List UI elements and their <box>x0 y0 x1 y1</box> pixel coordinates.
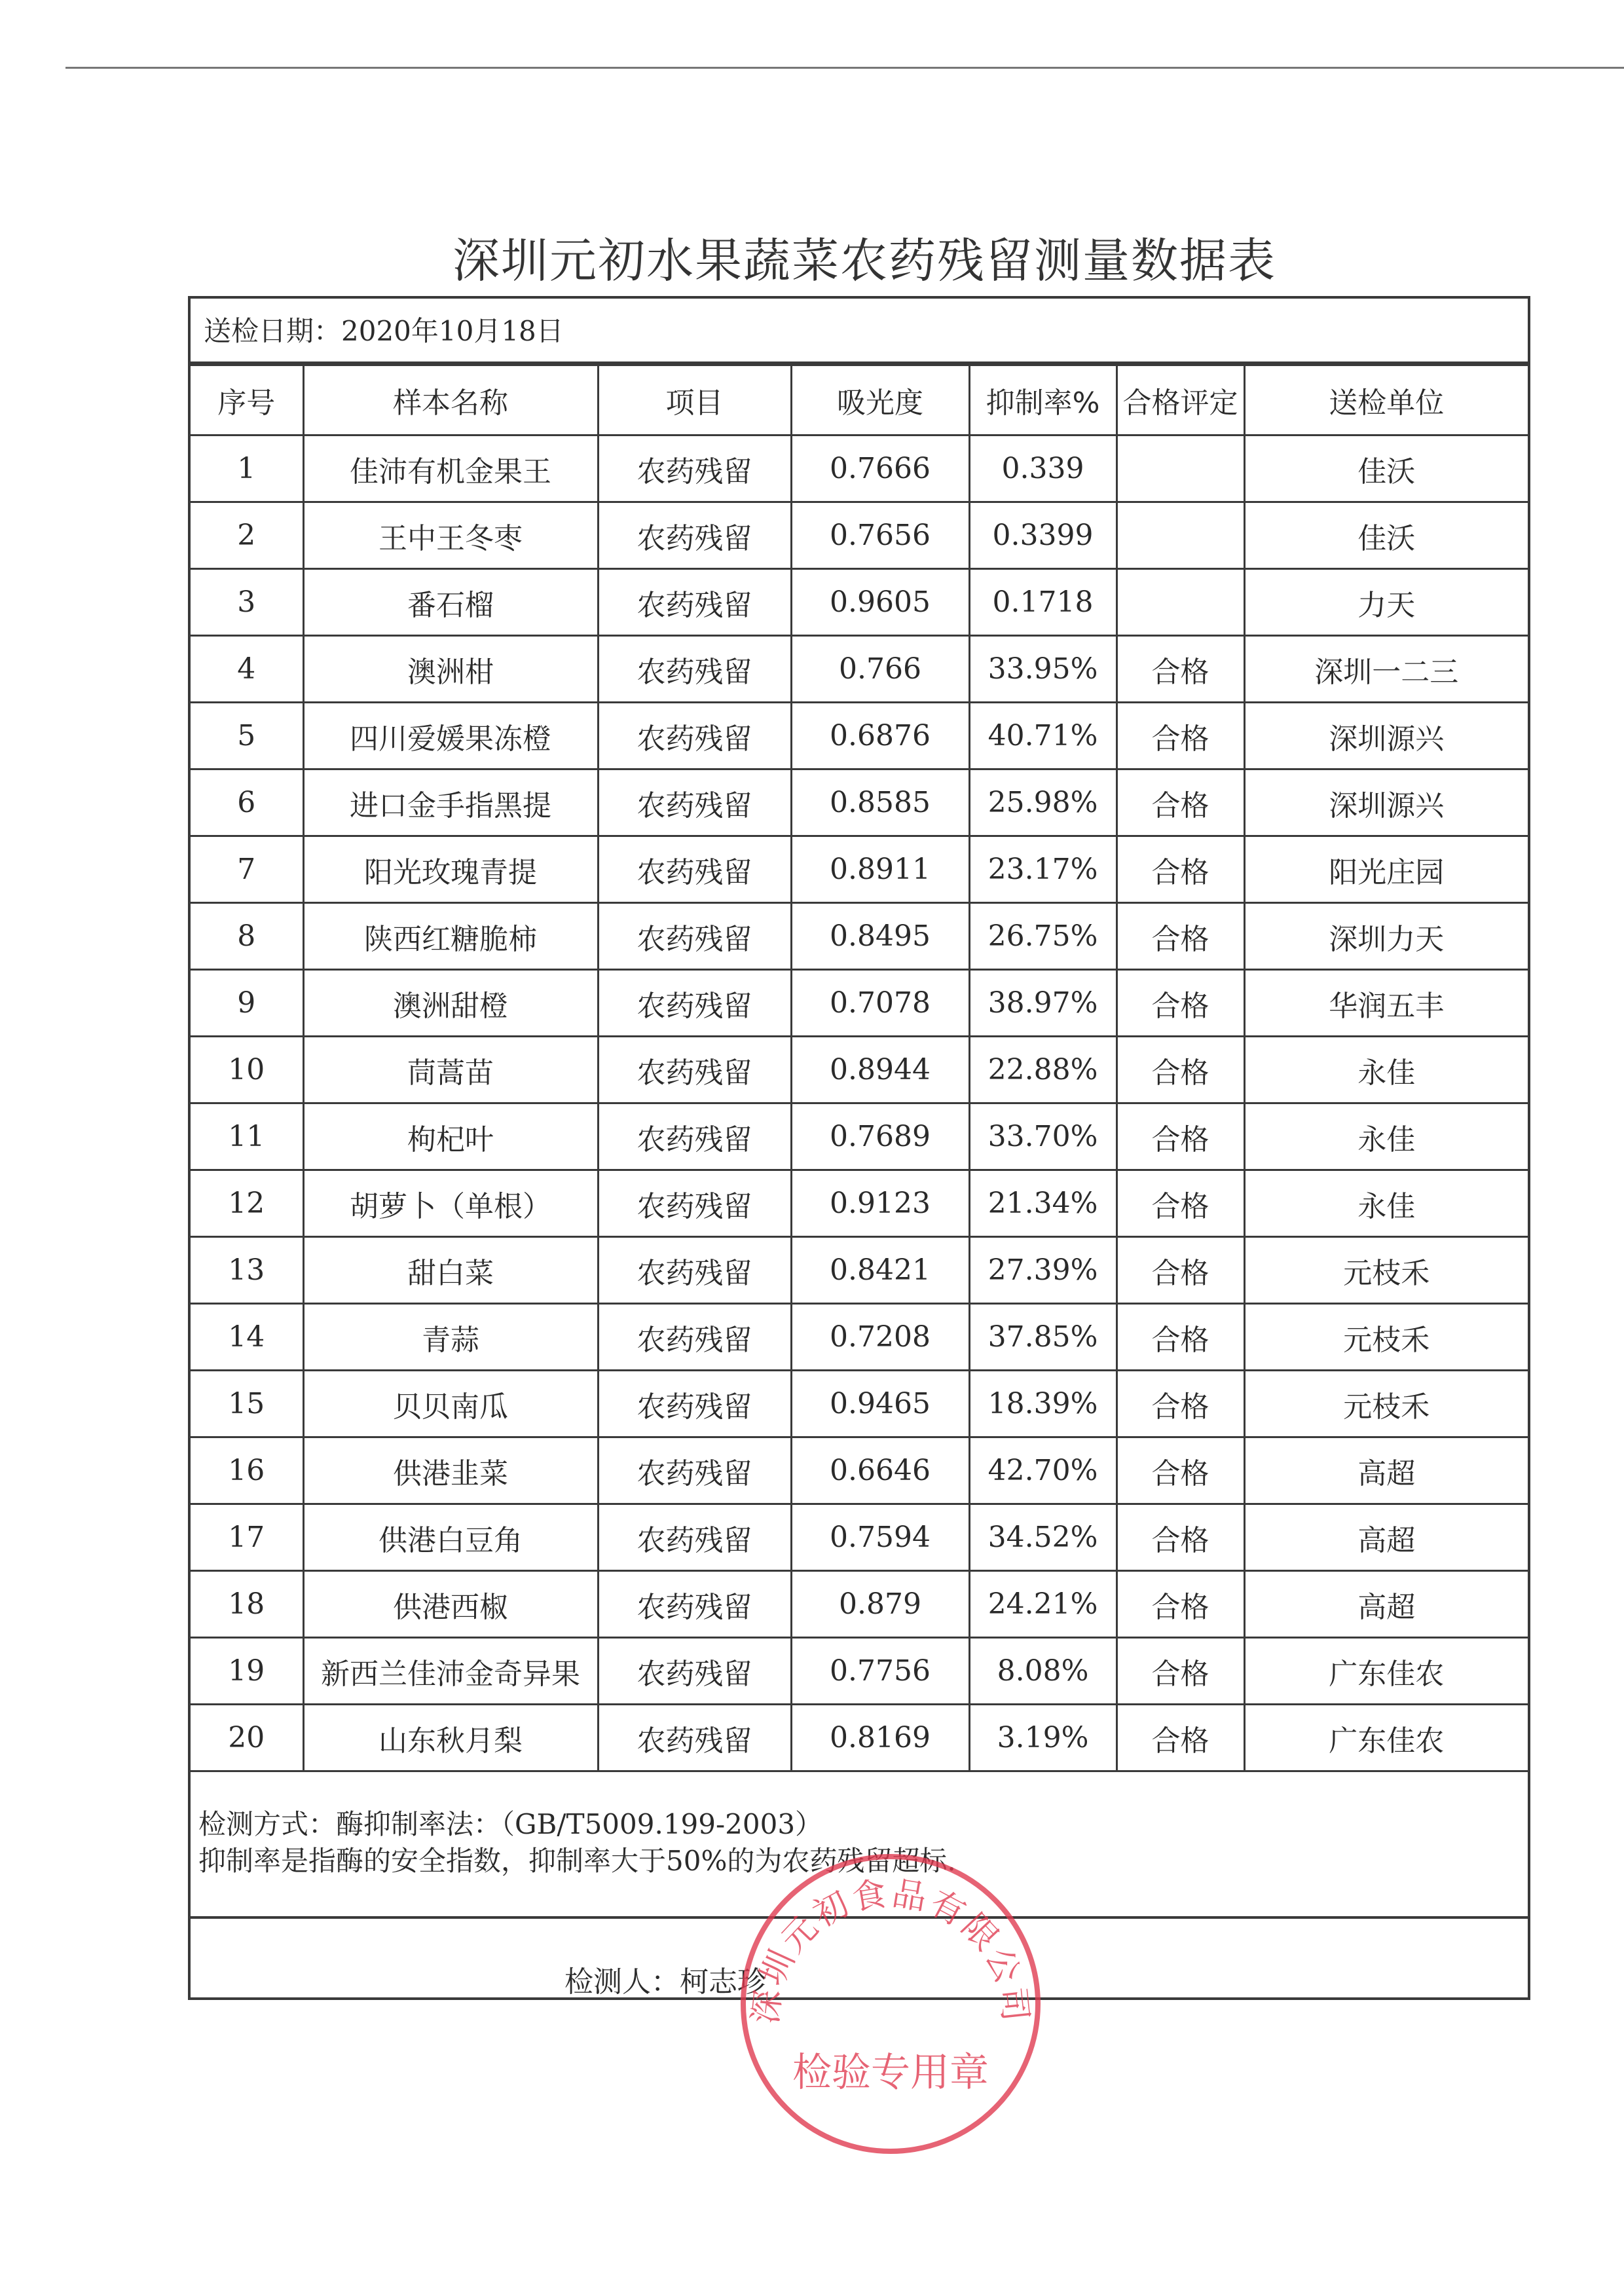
inhibition-rate: 25.98% <box>969 769 1116 836</box>
page-title: 深圳元初水果蔬菜农药残留测量数据表 <box>452 233 1276 288</box>
inhibition-rate: 33.95% <box>969 636 1116 703</box>
table-header-row <box>191 365 1528 435</box>
evaluation: 合格 <box>1116 1504 1244 1571</box>
inhibition-rate: 8.08% <box>969 1638 1116 1705</box>
table-row <box>191 1638 1528 1705</box>
evaluation: 合格 <box>1116 1705 1244 1771</box>
sample-name: 澳洲甜橙 <box>303 970 598 1037</box>
test-item: 农药残留 <box>598 569 791 636</box>
inhibition-rate: 22.88% <box>969 1037 1116 1103</box>
sample-name: 贝贝南瓜 <box>303 1371 598 1437</box>
sample-name: 陕西红糖脆柿 <box>303 903 598 970</box>
sample-name: 新西兰佳沛金奇异果 <box>303 1638 598 1705</box>
inhibition-rate: 42.70% <box>969 1437 1116 1504</box>
submitting-unit: 深圳源兴 <box>1244 769 1528 836</box>
absorbance-value: 0.7594 <box>791 1504 969 1571</box>
test-item: 农药残留 <box>598 1371 791 1437</box>
absorbance-value: 0.8911 <box>791 836 969 903</box>
test-item: 农药残留 <box>598 1571 791 1638</box>
inhibition-rate: 0.3399 <box>969 502 1116 569</box>
test-item: 农药残留 <box>598 703 791 769</box>
sample-name: 茼蒿苗 <box>303 1037 598 1103</box>
sample-name: 供港白豆角 <box>303 1504 598 1571</box>
evaluation: 合格 <box>1116 1037 1244 1103</box>
absorbance-value: 0.879 <box>791 1571 969 1638</box>
test-item: 农药残留 <box>598 1170 791 1237</box>
submitting-unit: 佳沃 <box>1244 435 1528 502</box>
evaluation: 合格 <box>1116 636 1244 703</box>
absorbance-value: 0.9465 <box>791 1371 969 1437</box>
table-row <box>191 1037 1528 1103</box>
test-item: 农药残留 <box>598 1504 791 1571</box>
row-no: 12 <box>191 1170 303 1237</box>
table-row <box>191 1237 1528 1304</box>
test-item: 农药残留 <box>598 1237 791 1304</box>
scan-edge-line <box>65 67 1624 69</box>
absorbance-value: 0.766 <box>791 636 969 703</box>
inhibition-rate: 33.70% <box>969 1103 1116 1170</box>
table-row <box>191 1571 1528 1638</box>
absorbance-value: 0.7656 <box>791 502 969 569</box>
sample-name: 澳洲柑 <box>303 636 598 703</box>
row-no: 15 <box>191 1371 303 1437</box>
explanation-note: 抑制率是指酶的安全指数，抑制率大于50%的为农药残留超标. <box>198 1845 956 1877</box>
header-inhibition-rate: 抑制率% <box>969 365 1116 435</box>
submitting-unit: 高超 <box>1244 1437 1528 1504</box>
submitting-unit: 深圳源兴 <box>1244 703 1528 769</box>
evaluation: 合格 <box>1116 1237 1244 1304</box>
absorbance-value: 0.8169 <box>791 1705 969 1771</box>
test-item: 农药残留 <box>598 1705 791 1771</box>
submitting-unit: 永佳 <box>1244 1037 1528 1103</box>
absorbance-value: 0.8585 <box>791 769 969 836</box>
test-item: 农药残留 <box>598 903 791 970</box>
submitting-unit: 深圳力天 <box>1244 903 1528 970</box>
table-row <box>191 1371 1528 1437</box>
row-no: 2 <box>191 502 303 569</box>
inhibition-rate: 23.17% <box>969 836 1116 903</box>
method-note: 检测方式：酶抑制率法：（GB/T5009.199-2003） <box>198 1808 823 1840</box>
test-item: 农药残留 <box>598 1304 791 1371</box>
sample-name: 进口金手指黑提 <box>303 769 598 836</box>
header-evaluation: 合格评定 <box>1116 365 1244 435</box>
test-item: 农药残留 <box>598 435 791 502</box>
table-row <box>191 836 1528 903</box>
submitting-unit: 深圳一二三 <box>1244 636 1528 703</box>
row-no: 1 <box>191 435 303 502</box>
row-no: 6 <box>191 769 303 836</box>
sample-name: 青蒜 <box>303 1304 598 1371</box>
inhibition-rate: 21.34% <box>969 1170 1116 1237</box>
inhibition-rate: 38.97% <box>969 970 1116 1037</box>
inhibition-rate: 27.39% <box>969 1237 1116 1304</box>
table-row <box>191 703 1528 769</box>
inspector-signature: 检测人：柯志珍 <box>564 1965 766 1999</box>
seal-ring-text: 深圳元初食品有限公司 <box>746 1874 1035 2026</box>
row-no: 5 <box>191 703 303 769</box>
inhibition-rate: 0.339 <box>969 435 1116 502</box>
sample-name: 番石榴 <box>303 569 598 636</box>
test-item: 农药残留 <box>598 970 791 1037</box>
inspection-seal <box>733 1847 1048 2161</box>
evaluation: 合格 <box>1116 970 1244 1037</box>
absorbance-value: 0.6646 <box>791 1437 969 1504</box>
submitting-unit: 华润五丰 <box>1244 970 1528 1037</box>
row-no: 20 <box>191 1705 303 1771</box>
absorbance-value: 0.7689 <box>791 1103 969 1170</box>
inhibition-rate: 34.52% <box>969 1504 1116 1571</box>
absorbance-value: 0.8495 <box>791 903 969 970</box>
submitting-unit: 高超 <box>1244 1504 1528 1571</box>
evaluation <box>1116 502 1244 569</box>
test-item: 农药残留 <box>598 1103 791 1170</box>
inhibition-rate: 24.21% <box>969 1571 1116 1638</box>
sample-name: 四川爱媛果冻橙 <box>303 703 598 769</box>
absorbance-value: 0.7666 <box>791 435 969 502</box>
sample-name: 胡萝卜（单根） <box>303 1170 598 1237</box>
test-item: 农药残留 <box>598 836 791 903</box>
sample-name: 枸杞叶 <box>303 1103 598 1170</box>
sample-name: 山东秋月梨 <box>303 1705 598 1771</box>
row-no: 11 <box>191 1103 303 1170</box>
test-item: 农药残留 <box>598 636 791 703</box>
absorbance-value: 0.6876 <box>791 703 969 769</box>
sample-name: 阳光玫瑰青提 <box>303 836 598 903</box>
table-row <box>191 1170 1528 1237</box>
row-no: 7 <box>191 836 303 903</box>
inhibition-rate: 3.19% <box>969 1705 1116 1771</box>
absorbance-value: 0.7756 <box>791 1638 969 1705</box>
absorbance-value: 0.8421 <box>791 1237 969 1304</box>
absorbance-value: 0.7078 <box>791 970 969 1037</box>
absorbance-value: 0.9123 <box>791 1170 969 1237</box>
table-row <box>191 636 1528 703</box>
evaluation: 合格 <box>1116 1304 1244 1371</box>
submitting-unit: 永佳 <box>1244 1170 1528 1237</box>
header-no: 序号 <box>191 365 303 435</box>
row-no: 10 <box>191 1037 303 1103</box>
table-row <box>191 569 1528 636</box>
row-no: 13 <box>191 1237 303 1304</box>
table-row <box>191 769 1528 836</box>
evaluation: 合格 <box>1116 1638 1244 1705</box>
header-submitting-unit: 送检单位 <box>1244 365 1528 435</box>
test-item: 农药残留 <box>598 1638 791 1705</box>
submitting-unit: 阳光庄园 <box>1244 836 1528 903</box>
absorbance-value: 0.9605 <box>791 569 969 636</box>
sample-name: 佳沛有机金果王 <box>303 435 598 502</box>
sample-name: 王中王冬枣 <box>303 502 598 569</box>
submitting-unit: 广东佳农 <box>1244 1705 1528 1771</box>
evaluation: 合格 <box>1116 836 1244 903</box>
evaluation: 合格 <box>1116 703 1244 769</box>
inhibition-rate: 40.71% <box>969 703 1116 769</box>
table-row <box>191 1705 1528 1771</box>
submitting-unit: 佳沃 <box>1244 502 1528 569</box>
absorbance-value: 0.8944 <box>791 1037 969 1103</box>
table-row <box>191 1504 1528 1571</box>
residue-table <box>191 364 1528 1772</box>
submitting-unit: 元枝禾 <box>1244 1371 1528 1437</box>
absorbance-value: 0.7208 <box>791 1304 969 1371</box>
row-no: 3 <box>191 569 303 636</box>
row-no: 18 <box>191 1571 303 1638</box>
inspection-date: 送检日期：2020年10月18日 <box>191 299 1528 364</box>
test-item: 农药残留 <box>598 502 791 569</box>
seal-ring <box>743 1857 1038 2151</box>
evaluation: 合格 <box>1116 769 1244 836</box>
evaluation: 合格 <box>1116 1103 1244 1170</box>
submitting-unit: 元枝禾 <box>1244 1304 1528 1371</box>
row-no: 14 <box>191 1304 303 1371</box>
row-no: 4 <box>191 636 303 703</box>
submitting-unit: 高超 <box>1244 1571 1528 1638</box>
evaluation: 合格 <box>1116 1571 1244 1638</box>
table-row <box>191 1103 1528 1170</box>
evaluation <box>1116 435 1244 502</box>
header-item: 项目 <box>598 365 791 435</box>
inhibition-rate: 18.39% <box>969 1371 1116 1437</box>
table-row <box>191 435 1528 502</box>
inhibition-rate: 37.85% <box>969 1304 1116 1371</box>
evaluation <box>1116 569 1244 636</box>
test-item: 农药残留 <box>598 769 791 836</box>
evaluation: 合格 <box>1116 1437 1244 1504</box>
row-no: 19 <box>191 1638 303 1705</box>
submitting-unit: 广东佳农 <box>1244 1638 1528 1705</box>
submitting-unit: 力天 <box>1244 569 1528 636</box>
test-item: 农药残留 <box>598 1437 791 1504</box>
evaluation: 合格 <box>1116 1170 1244 1237</box>
test-item: 农药残留 <box>598 1037 791 1103</box>
sample-name: 供港西椒 <box>303 1571 598 1638</box>
table-row <box>191 1304 1528 1371</box>
evaluation: 合格 <box>1116 903 1244 970</box>
table-row <box>191 903 1528 970</box>
row-no: 16 <box>191 1437 303 1504</box>
row-no: 8 <box>191 903 303 970</box>
sample-name: 供港韭菜 <box>303 1437 598 1504</box>
seal-center-text: 检验专用章 <box>792 2050 989 2096</box>
submitting-unit: 元枝禾 <box>1244 1237 1528 1304</box>
evaluation: 合格 <box>1116 1371 1244 1437</box>
data-sheet <box>188 296 1530 2000</box>
row-no: 9 <box>191 970 303 1037</box>
table-row <box>191 502 1528 569</box>
header-sample-name: 样本名称 <box>303 365 598 435</box>
submitting-unit: 永佳 <box>1244 1103 1528 1170</box>
table-row <box>191 970 1528 1037</box>
table-row <box>191 1437 1528 1504</box>
header-absorbance: 吸光度 <box>791 365 969 435</box>
inhibition-rate: 0.1718 <box>969 569 1116 636</box>
sample-name: 甜白菜 <box>303 1237 598 1304</box>
inhibition-rate: 26.75% <box>969 903 1116 970</box>
row-no: 17 <box>191 1504 303 1571</box>
